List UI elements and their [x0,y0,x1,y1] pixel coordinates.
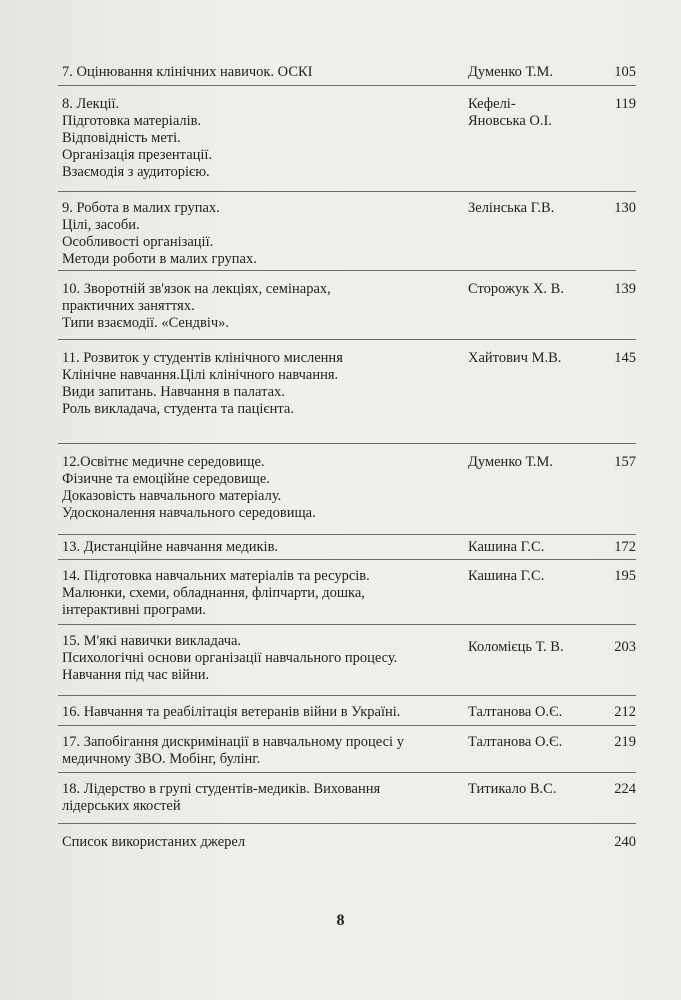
entry-author [468,568,598,585]
title-line: Методи роботи в малих групах. [62,251,257,267]
entry-page-number: 224 [614,781,636,797]
author-line: Титикало В.С. [468,781,557,797]
author-line: Думенко Т.М. [468,64,554,80]
entry-title [58,454,462,522]
page-number: 8 [336,912,345,929]
author-line: Талтанова О.Є. [468,704,563,720]
title-line: Види запитань. Навчання в палатах. [62,384,285,400]
title-line: лідерських якостей [62,798,181,814]
entry-author [468,781,598,798]
author-line: Кашина Г.С. [468,568,545,584]
title-line: 13. Дистанційне навчання медиків. [62,539,279,555]
entry-title [58,704,462,721]
title-line: Роль викладача, студента та пацієнта. [62,401,294,417]
title-line: Відповідність меті. [62,130,181,146]
title-line: Фізичне та емоційне середовище. [62,471,270,487]
title-line: 11. Розвиток у студентів клінічного мислення [62,350,343,366]
entry-title [58,633,462,684]
entry-author [468,350,598,367]
title-line: 7. Оцінювання клінічних навичок. ОСКІ [62,64,313,80]
title-line: Організація презентації. [62,147,213,163]
toc-entry-7 [58,64,636,86]
entry-author [468,64,598,81]
toc-entry-16 [58,696,636,726]
author-line: Сторожук Х. В. [468,281,564,297]
entry-title [58,96,462,181]
toc-entry-9 [58,192,636,271]
entry-author [468,454,598,471]
author-line: Зелінська Г.В. [468,200,555,216]
entry-page-number: 157 [614,454,636,470]
title-line: Навчання під час війни. [62,667,210,683]
entry-author [468,539,598,556]
toc-entry-13 [58,535,636,560]
title-line: практичних заняттях. [62,298,195,314]
author-line: Коломієць Т. В. [468,639,564,655]
title-line: Список використаних джерел [62,834,246,850]
toc-entry-references [58,824,636,864]
entry-title [58,200,462,268]
toc-entry-18 [58,773,636,824]
title-line: 14. Підготовка навчальних матеріалів та ресурсів. [62,568,370,584]
entry-author [468,281,598,298]
title-line: Клінічне навчання.Цілі клінічного навчання. [62,367,339,383]
author-line: Кашина Г.С. [468,539,545,555]
title-line: Психологічні основи організації навчального процесу. [62,650,398,666]
entry-page-number: 172 [614,539,636,555]
table-of-contents [58,64,636,864]
entry-page-number: 212 [614,704,636,720]
author-line: Талтанова О.Є. [468,734,563,750]
entry-author [468,704,598,721]
title-line: Особливості організації. [62,234,214,250]
title-line: 8. Лекції. [62,96,120,112]
toc-entry-8 [58,86,636,192]
entry-page-number: 203 [614,639,636,655]
title-line: Типи взаємодії. «Сендвіч». [62,315,230,331]
entry-page-number: 240 [614,834,636,850]
entry-title [58,281,462,332]
toc-entry-11 [58,340,636,444]
title-line: 9. Робота в малих групах. [62,200,220,216]
entry-title [58,781,462,815]
entry-author [468,96,598,130]
entry-title [58,568,462,619]
author-line: Хайтович М.В. [468,350,562,366]
entry-page-number: 195 [614,568,636,584]
entry-title [58,64,462,81]
title-line: 12.Освітнє медичне середовище. [62,454,265,470]
entry-author [468,639,598,656]
toc-entry-15 [58,625,636,696]
title-line: Взаємодія з аудиторією. [62,164,210,180]
toc-entry-14 [58,560,636,625]
toc-entry-12 [58,444,636,535]
entry-page-number: 145 [614,350,636,366]
title-line: 10. Зворотній зв'язок на лекціях, семінарах, [62,281,331,297]
title-line: Цілі, засоби. [62,217,140,233]
author-line: Яновська О.І. [468,113,552,129]
title-line: Підготовка матеріалів. [62,113,202,129]
entry-title [58,350,462,418]
title-line: 18. Лідерство в групі студентів-медиків. Виховання [62,781,381,797]
entry-author [468,200,598,217]
title-line: Малюнки, схеми, обладнання, фліпчарти, дошка, [62,585,365,601]
entry-page-number: 139 [614,281,636,297]
entry-title [58,834,462,851]
title-line: 17. Запобігання дискримінації в навчальному процесі у [62,734,404,750]
entry-title [58,734,462,768]
title-line: Удосконалення навчального середовища. [62,505,316,521]
entry-page-number: 119 [614,96,636,112]
entry-author [468,734,598,751]
title-line: медичному ЗВО. Мобінг, булінг. [62,751,261,767]
author-line: Думенко Т.М. [468,454,554,470]
title-line: 15. М'які навички викладача. [62,633,242,649]
toc-entry-10 [58,271,636,340]
title-line: Доказовість навчального матеріалу. [62,488,282,504]
entry-page-number: 219 [614,734,636,750]
author-line: Кефелі- [468,96,516,112]
toc-entry-17 [58,726,636,773]
title-line: інтерактивні програми. [62,602,206,618]
entry-title [58,539,462,556]
entry-page-number: 130 [614,200,636,216]
entry-page-number: 105 [614,64,636,80]
title-line: 16. Навчання та реабілітація ветеранів війни в Україні. [62,704,401,720]
